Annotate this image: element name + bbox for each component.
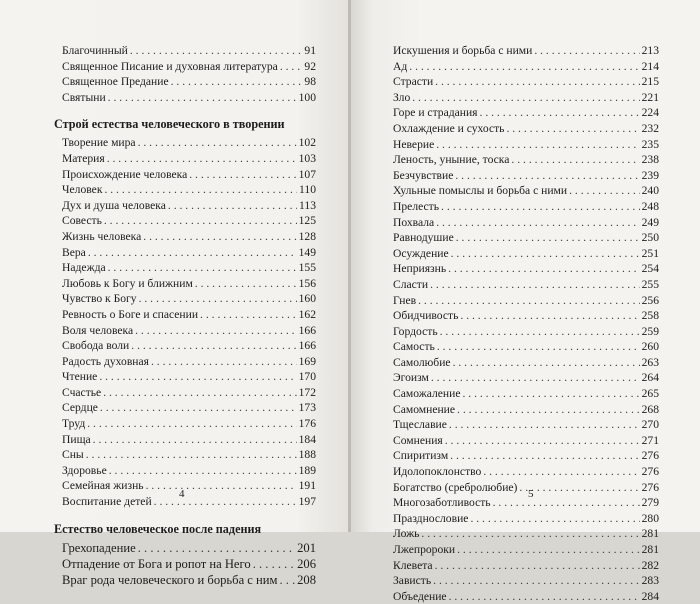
toc-entry: Вера . . . 149 bbox=[54, 245, 316, 261]
toc-entry: Сласти . . . 255 bbox=[393, 277, 659, 293]
toc-entry: Охлаждение и сухость . . . 232 bbox=[393, 121, 659, 137]
toc-entry: Горе и страдания . . . 224 bbox=[393, 105, 659, 121]
page-number: 4 bbox=[179, 488, 185, 500]
toc-entry: Самолюбие . . . 263 bbox=[393, 355, 659, 371]
toc-entry: Ложь . . . 281 bbox=[393, 526, 659, 542]
toc-entry: Идолопоклонство . . . 276 bbox=[393, 464, 659, 480]
toc-entry: Зависть . . . 283 bbox=[393, 573, 659, 589]
section-heading: Строй естества человеческого в творении bbox=[54, 117, 285, 132]
toc-entry: Осуждение . . . 251 bbox=[393, 246, 659, 262]
left-toc bbox=[54, 43, 316, 588]
toc-entry: Жизнь человека . . . 128 bbox=[54, 229, 316, 245]
page-number: 5 bbox=[528, 488, 534, 500]
toc-entry: Обидчивость . . . 258 bbox=[393, 308, 659, 324]
section2-entries bbox=[54, 540, 316, 588]
toc-entry: Священное Предание . . . 98 bbox=[54, 74, 316, 90]
toc-entry: Неприязнь . . . 254 bbox=[393, 261, 659, 277]
toc-entry: Страсти . . . 215 bbox=[393, 74, 659, 90]
toc-entry: Творение мира . . . 102 bbox=[54, 135, 316, 151]
toc-entry: Тщеславие . . . 270 bbox=[393, 417, 659, 433]
toc-entry: Враг рода человеческого и борьба с ним . . . 208 bbox=[54, 572, 316, 588]
toc-entry: Многозаботливость . . . 279 bbox=[393, 495, 659, 511]
section1-entries bbox=[54, 135, 316, 509]
toc-entry: Прелесть . . . 248 bbox=[393, 199, 659, 215]
toc-entry: Свобода воли . . . 166 bbox=[54, 338, 316, 354]
toc-entry: Ад . . . 214 bbox=[393, 59, 659, 75]
toc-entry: Здоровье . . . 189 bbox=[54, 463, 316, 479]
toc-entry: Счастье . . . 172 bbox=[54, 385, 316, 401]
toc-entry: Эгоизм . . . 264 bbox=[393, 370, 659, 386]
toc-entry: Отпадение от Бога и ропот на Него . . . 206 bbox=[54, 556, 316, 572]
toc-entry: Происхождение человека . . . 107 bbox=[54, 167, 316, 183]
toc-entry: Воля человека . . . 166 bbox=[54, 323, 316, 339]
toc-entry: Равнодушие . . . 250 bbox=[393, 230, 659, 246]
section-heading: Естество человеческое после падения bbox=[54, 521, 262, 536]
toc-entry: Искушения и борьба с ними . . . 213 bbox=[393, 43, 659, 59]
toc-entry: Человек . . . 110 bbox=[54, 182, 316, 198]
toc-entry: Безчувствие . . . 239 bbox=[393, 168, 659, 184]
toc-entry: Лжепророки . . . 281 bbox=[393, 542, 659, 558]
toc-entry: Объедение . . . 284 bbox=[393, 589, 659, 604]
toc-entry: Ревность о Боге и спасении . . . 162 bbox=[54, 307, 316, 323]
left-page bbox=[0, 0, 349, 587]
toc-entry: Неверие . . . 235 bbox=[393, 137, 659, 153]
toc-entry: Самость . . . 260 bbox=[393, 339, 659, 355]
toc-entry: Чтение . . . 170 bbox=[54, 369, 316, 385]
toc-entry: Благочинный . . . 91 bbox=[54, 43, 316, 59]
toc-entry: Пища . . . 184 bbox=[54, 432, 316, 448]
toc-entry: Сомнения . . . 271 bbox=[393, 433, 659, 449]
left-top-entries bbox=[54, 43, 316, 105]
right-page bbox=[351, 0, 700, 603]
toc-entry: Зло . . . 221 bbox=[393, 90, 659, 106]
toc-entry: Самомнение . . . 268 bbox=[393, 402, 659, 418]
toc-entry: Спиритизм . . . 276 bbox=[393, 448, 659, 464]
toc-entry: Дух и душа человека . . . 113 bbox=[54, 198, 316, 214]
toc-entry: Грехопадение . . . 201 bbox=[54, 540, 316, 556]
toc-entry: Леность, уныние, тоска . . . 238 bbox=[393, 152, 659, 168]
toc-entry: Семейная жизнь . . . 191 bbox=[54, 478, 316, 494]
toc-entry: Любовь к Богу и ближним . . . 156 bbox=[54, 276, 316, 292]
toc-entry: Чувство к Богу . . . 160 bbox=[54, 291, 316, 307]
toc-entry: Саможаление . . . 265 bbox=[393, 386, 659, 402]
toc-entry: Труд . . . 176 bbox=[54, 416, 316, 432]
toc-entry: Гнев . . . 256 bbox=[393, 293, 659, 309]
toc-entry: Богатство (сребролюбие) . . . 276 bbox=[393, 480, 659, 496]
right-toc bbox=[393, 43, 659, 604]
toc-entry: Святыни . . . 100 bbox=[54, 90, 316, 106]
toc-entry: Сны . . . 188 bbox=[54, 447, 316, 463]
toc-entry: Материя . . . 103 bbox=[54, 151, 316, 167]
toc-entry: Сердце . . . 173 bbox=[54, 400, 316, 416]
toc-entry: Похвала . . . 249 bbox=[393, 215, 659, 231]
toc-entry: Надежда . . . 155 bbox=[54, 260, 316, 276]
toc-entry: Празднословие . . . 280 bbox=[393, 511, 659, 527]
toc-entry: Священное Писание и духовная литература . . . 92 bbox=[54, 59, 316, 75]
toc-entry: Воспитание детей . . . 197 bbox=[54, 494, 316, 510]
toc-entry: Хульные помыслы и борьба с ними . . . 240 bbox=[393, 183, 659, 199]
toc-entry: Совесть . . . 125 bbox=[54, 213, 316, 229]
toc-entry: Радость духовная . . . 169 bbox=[54, 354, 316, 370]
toc-entry: Гордость . . . 259 bbox=[393, 324, 659, 340]
toc-entry: Клевета . . . 282 bbox=[393, 558, 659, 574]
